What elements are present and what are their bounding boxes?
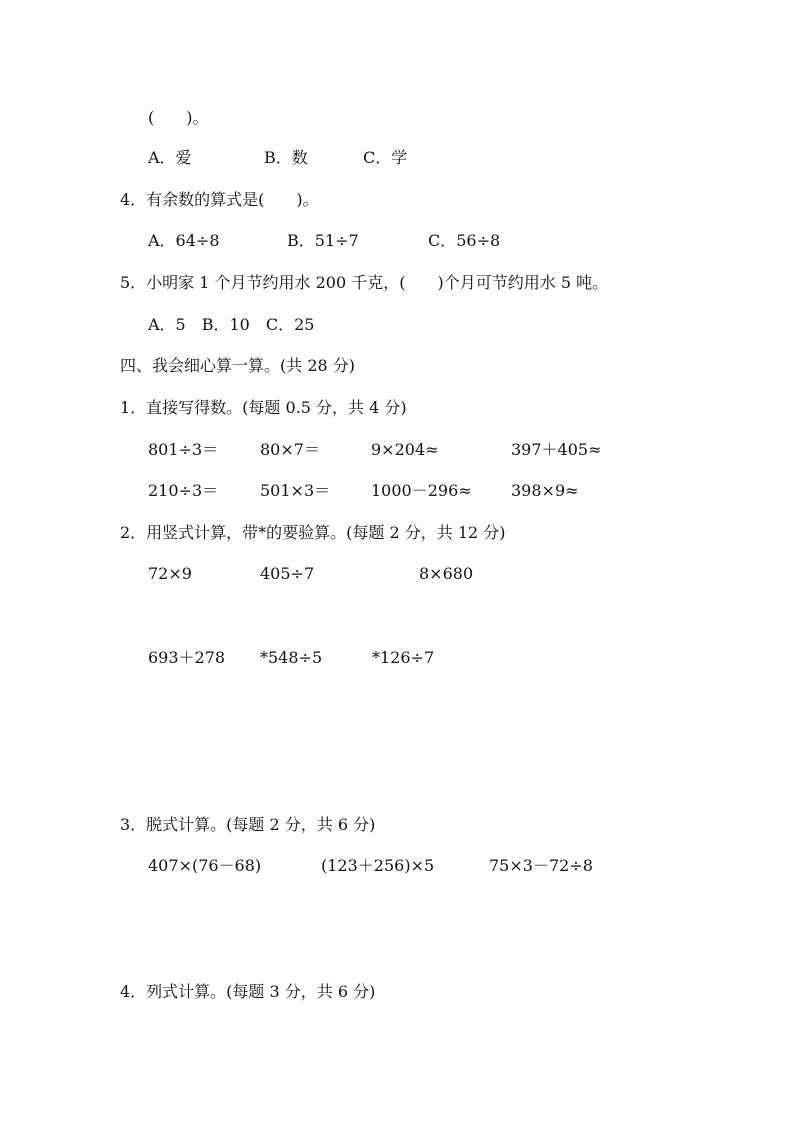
q3-stem-tail: ( )。 [148,108,209,127]
part1-r2-c2: 501×3＝ [260,481,331,500]
part1-r1-c3: 9×204≈ [371,440,439,459]
q3-option-c: C．学 [363,148,408,167]
part2-r1-c2: 405÷7 [260,564,315,583]
part1-title: 1．直接写得数。(每题 0.5 分，共 4 分) [120,398,407,417]
part1-r1-c1: 801÷3＝ [148,440,219,459]
part1-r2-c1: 210÷3＝ [148,481,219,500]
part1-r1-c2: 80×7＝ [260,440,320,459]
part1-r2-c3: 1000－296≈ [371,481,472,500]
part2-r1-c1: 72×9 [148,564,192,583]
q4-stem: 4．有余数的算式是( )。 [120,190,319,209]
q4-option-a: A．64÷8 [148,231,220,250]
q4-option-c: C．56÷8 [428,231,501,250]
part2-r2-c2: *548÷5 [260,648,323,667]
part4-title: 4．列式计算。(每题 3 分，共 6 分) [120,982,376,1001]
q3-option-b: B．数 [264,148,308,167]
part3-r1-c2: (123＋256)×5 [321,856,435,875]
part3-r1-c3: 75×3－72÷8 [489,856,593,875]
q4-option-b: B．51÷7 [287,231,359,250]
part3-title: 3．脱式计算。(每题 2 分，共 6 分) [120,815,376,834]
part2-r2-c3: *126÷7 [372,648,435,667]
part3-r1-c1: 407×(76－68) [148,856,262,875]
part1-r2-c4: 398×9≈ [511,481,579,500]
part2-title: 2．用竖式计算，带*的要验算。(每题 2 分，共 12 分) [120,523,506,542]
q5-options: A．5 B．10 C．25 [148,315,315,334]
part1-r1-c4: 397＋405≈ [511,440,602,459]
part2-r1-c3: 8×680 [419,564,474,583]
q5-stem: 5．小明家 1 个月节约用水 200 千克，( )个月可节约用水 5 吨。 [120,273,609,292]
q3-option-a: A．爱 [148,148,192,167]
part2-r2-c1: 693＋278 [148,648,226,667]
section4-title: 四、我会细心算一算。(共 28 分) [120,356,356,375]
